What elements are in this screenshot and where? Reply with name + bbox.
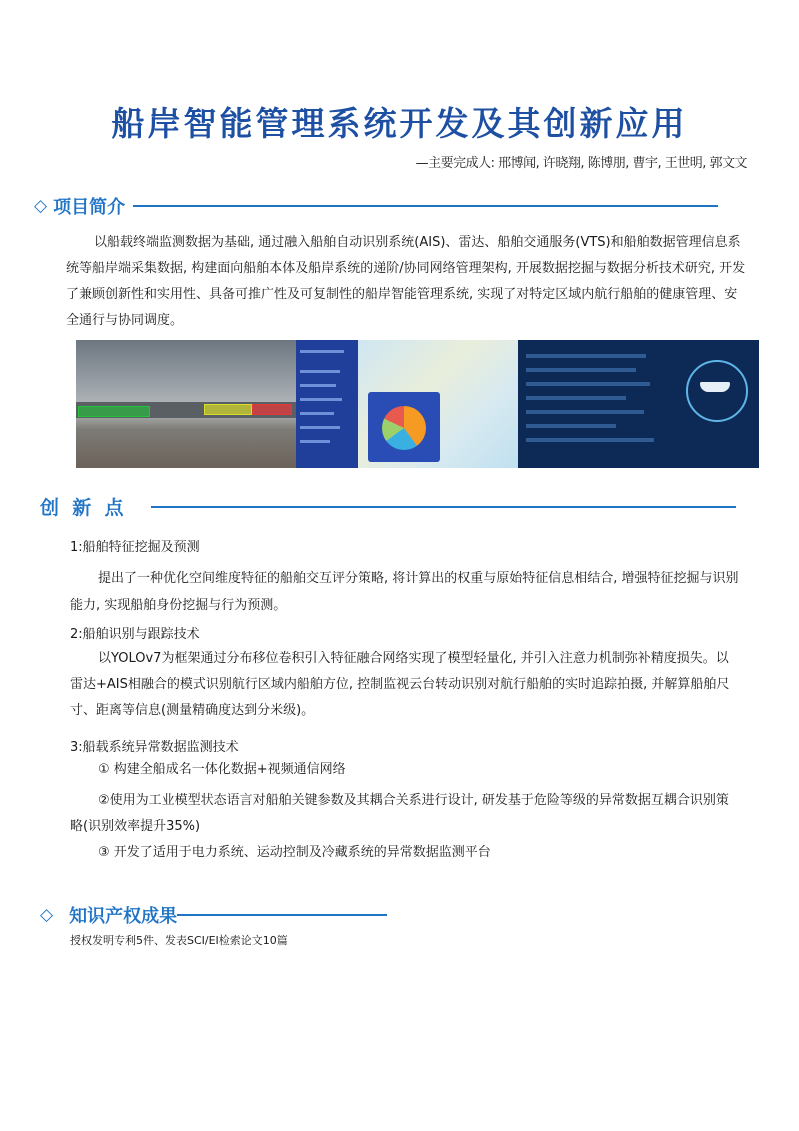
ip-summary: 授权发明专利5件、发表SCI/EI检索论文10篇 [70, 934, 288, 947]
innovation-item-body: 提出了一种优化空间维度特征的船舶交互评分策略, 将计算出的权重与原始特征信息相结合, 增强特征挖掘与识别能力, 实现船舶身份挖掘与行为预测。 [70, 571, 739, 613]
section-divider [177, 914, 387, 916]
pie-chart-graphic [382, 406, 426, 450]
section-title: 项目简介 [53, 197, 126, 218]
innovation-item-title: 3:船载系统异常数据监测技术 [70, 740, 239, 755]
innovation-point: ① 构建全船成名一体化数据+视频通信网络 [98, 762, 346, 777]
innovation-item-body: 以YOLOv7为框架通过分布移位卷积引入特征融合网络实现了模型轻量化, 并引入注意力机制弥补精度损失。以雷达+AIS相融合的模式识别航行区域内船舶方位, 控制监视云台转动识别对航行船舶的实时追踪拍摄, 并解算船舶尺寸、距离等信息(测量精确度达到分米级)。 [70, 651, 730, 718]
sidebar-ui-image [296, 340, 358, 468]
innovation-point: ③ 开发了适用于电力系统、运动控制及冷藏系统的异常数据监测平台 [98, 845, 491, 860]
chart-card [368, 392, 440, 462]
detection-box [78, 406, 150, 417]
section-title: 创 新 点 [40, 497, 124, 519]
innovation-point: ②使用为工业模型状态语言对船舶关键参数及其耦合关系进行设计, 研发基于危险等级的异常数据互耦合识别策略(识别效率提升35%) [70, 793, 729, 834]
section-divider [133, 205, 718, 207]
dashboard-image [518, 340, 759, 468]
section-title: 知识产权成果 [69, 906, 178, 927]
map-view-image [358, 340, 518, 468]
section-heading-ip [40, 902, 387, 928]
detection-box [204, 404, 252, 415]
section-heading-innovation [40, 493, 736, 520]
diamond-icon: ◇ [34, 196, 48, 216]
intro-paragraph: 以船载终端监测数据为基础, 通过融入船舶自动识别系统(AIS)、雷达、船舶交通服务(VTS)和船舶数据管理信息系统等船岸端采集数据, 构建面向船舶本体及船岸系统的递阶/协同网络管理架构, 开展数据挖掘与数据分析技术研究, 开发了兼顾创新性和实用性、具备可推广性及可复制性的船岸智能管理系统, 实现了对特定区域内航行船舶的健康管理、安全通行与协同调度。 [66, 235, 746, 328]
detection-box [252, 404, 292, 415]
ship-icon [700, 382, 730, 392]
section-divider [151, 506, 736, 508]
authors-line: —主要完成人: 邢博闻, 许晓翔, 陈博朋, 曹宇, 王世明, 郭文文 [415, 156, 747, 171]
camera-view-image [76, 340, 296, 468]
innovation-item-title: 1:船舶特征挖掘及预测 [70, 540, 200, 555]
diamond-icon: ◇ [40, 905, 54, 925]
system-screenshot-banner [76, 340, 759, 468]
section-heading-intro [34, 193, 718, 219]
innovation-item-title: 2:船舶识别与跟踪技术 [70, 627, 200, 642]
page-title: 船岸智能管理系统开发及其创新应用 [111, 104, 688, 143]
